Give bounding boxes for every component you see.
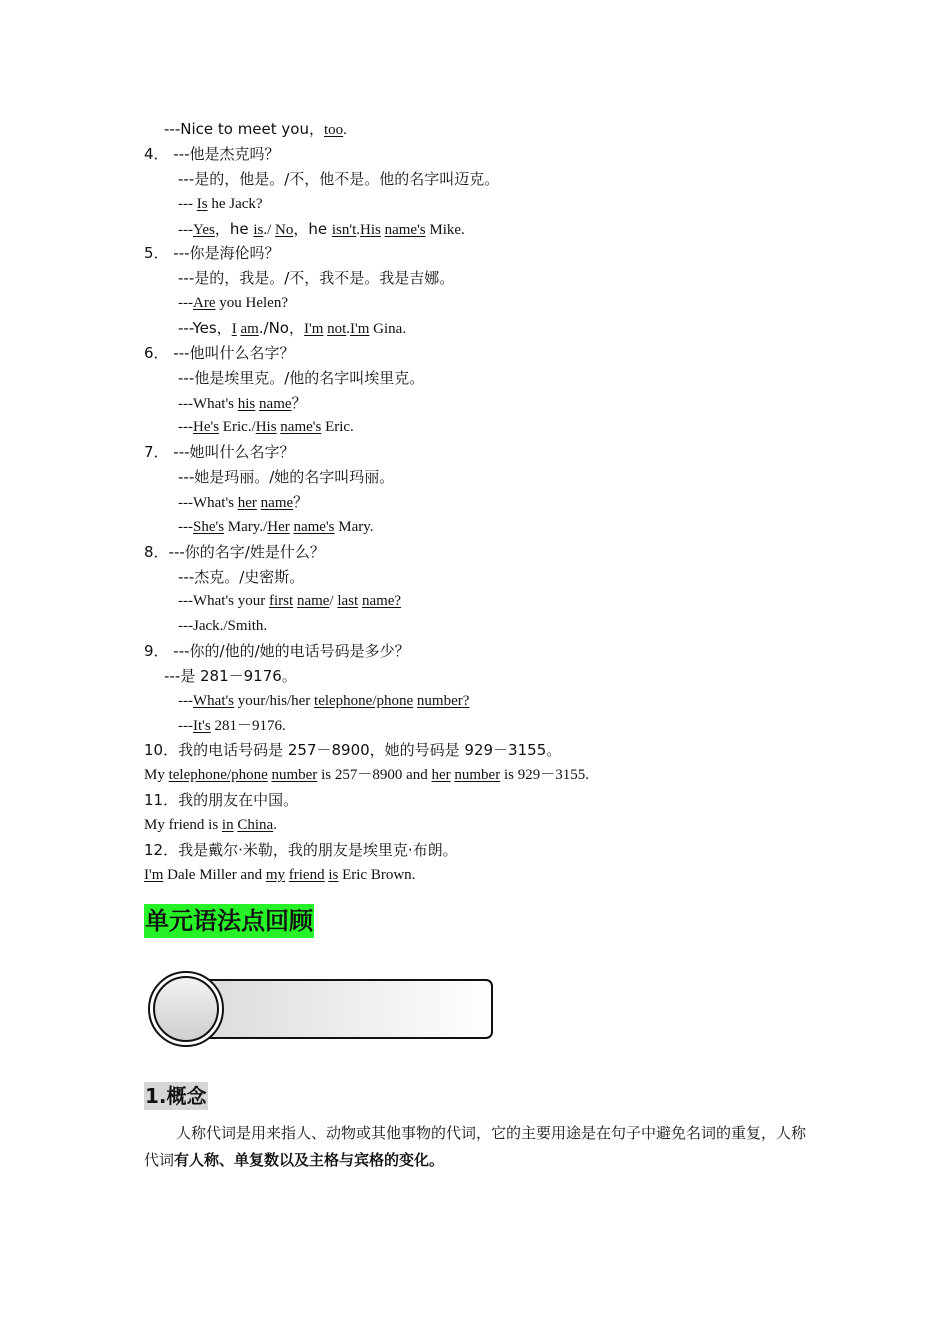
line-text: Eric. <box>321 419 354 435</box>
line-text: --- <box>178 693 193 709</box>
line-text: --- <box>178 196 197 212</box>
underlined-answer: my <box>265 867 286 883</box>
text-line <box>178 492 308 513</box>
line-text: ---他是埃里克。/他的名字叫埃里克。 <box>178 369 425 387</box>
underlined-answer: He's <box>193 419 220 435</box>
line-text: ---是的，他是。/不，他不是。他的名字叫迈克。 <box>178 170 500 188</box>
line-text: --- <box>178 519 193 535</box>
underlined-answer: is <box>253 222 264 238</box>
underlined-answer: Her <box>267 519 290 535</box>
underlined-answer: Are <box>193 295 216 311</box>
underlined-answer: isn't <box>331 222 357 238</box>
underlined-answer: China <box>237 817 274 833</box>
line-text: . <box>273 817 277 833</box>
line-text: 11．我的朋友在中国。 <box>144 791 299 809</box>
line-text: My <box>144 767 169 783</box>
text-line <box>144 790 298 811</box>
line-text: --- <box>178 718 193 734</box>
line-text: ---What's <box>178 495 238 511</box>
underlined-answer: name <box>260 495 294 511</box>
underlined-answer: Is <box>196 196 208 212</box>
concept-paragraph <box>144 1120 814 1174</box>
text-line <box>178 616 267 636</box>
line-text: 12．我是戴尔·米勒，我的朋友是埃里克·布朗。 <box>144 841 458 859</box>
text-line <box>178 567 304 588</box>
underlined-answer: She's <box>193 519 225 535</box>
text-line <box>178 194 263 214</box>
line-text: 6． ---他叫什么名字？ <box>144 344 295 362</box>
line-text: Dale Miller and <box>163 867 266 883</box>
line-text: . <box>356 222 361 238</box>
line-text: ./No， <box>258 319 304 337</box>
text-line <box>178 591 401 611</box>
line-text: ./ <box>263 222 276 238</box>
line-text: Gina. <box>369 321 407 337</box>
text-line <box>178 417 354 437</box>
underlined-answer: name <box>296 593 330 609</box>
underlined-answer: is <box>328 867 339 883</box>
subheading: 1.概念 <box>145 1084 207 1108</box>
section-heading: 单元语法点回顾 <box>144 904 314 938</box>
underlined-answer: first <box>269 593 294 609</box>
text-line <box>144 840 458 861</box>
line-text: --- <box>178 419 193 435</box>
underlined-answer: name's <box>384 222 426 238</box>
text-line <box>144 765 589 785</box>
line-text: is 929－3155. <box>500 767 589 783</box>
text-line <box>144 442 295 463</box>
underlined-answer: number <box>271 767 318 783</box>
text-line <box>144 243 280 264</box>
underlined-answer: name's <box>293 519 335 535</box>
text-line <box>144 542 325 563</box>
underlined-answer: her <box>431 767 451 783</box>
underlined-answer: I'm <box>350 321 370 337</box>
line-text: ---Nice to meet you， <box>164 120 324 138</box>
line-text: he Jack? <box>207 196 263 212</box>
underlined-answer: telephone/phone <box>314 693 414 709</box>
underlined-answer: telephone/phone <box>168 767 268 783</box>
text-line <box>178 467 394 488</box>
underlined-answer: number? <box>416 693 470 709</box>
underlined-answer: his <box>237 396 256 412</box>
line-text: is 257－8900 and <box>317 767 432 783</box>
underlined-answer: name's <box>280 419 322 435</box>
text-line <box>144 343 295 364</box>
line-text: ？ <box>293 493 309 511</box>
underlined-answer: in <box>221 817 234 833</box>
line-text: / <box>329 593 338 609</box>
text-line <box>164 666 297 687</box>
line-text: you Helen? <box>215 295 288 311</box>
line-text: ---What's your <box>178 593 270 609</box>
text-line <box>144 740 561 761</box>
line-text: Eric./ <box>219 419 256 435</box>
underlined-answer: name <box>259 396 292 412</box>
text-line <box>178 517 374 537</box>
line-text: ，he <box>214 220 254 238</box>
line-text: ？ <box>291 394 307 412</box>
line-text: --- <box>178 295 193 311</box>
paragraph-text: 人称代词是用来指人、动物或其他事物的代词，它的主要用途是在句子中避免名词的重复，人称代词 <box>144 1124 807 1169</box>
underlined-answer: her <box>237 495 257 511</box>
text-line <box>178 219 465 240</box>
underlined-answer: I'm <box>304 321 324 337</box>
underlined-answer: name? <box>361 593 402 609</box>
line-text: 281－9176. <box>210 718 286 734</box>
text-line <box>178 169 499 190</box>
line-text: ---她是玛丽。/她的名字叫玛丽。 <box>178 468 395 486</box>
underlined-answer: His <box>360 222 381 238</box>
text-line <box>178 368 424 389</box>
underlined-answer: too <box>323 122 344 138</box>
line-text: ，he <box>293 220 332 238</box>
line-text: My friend is <box>144 817 222 833</box>
text-line <box>144 144 280 165</box>
underlined-answer: number <box>454 767 501 783</box>
underlined-answer: am <box>240 321 259 337</box>
line-text: 10．我的电话号码是 257－8900，她的号码是 929－3155。 <box>144 741 562 759</box>
line-text: . <box>346 321 351 337</box>
text-line <box>178 293 288 313</box>
text-line <box>144 865 415 885</box>
line-text: 9． ---你的/他的/她的电话号码是多少？ <box>144 642 410 660</box>
text-line <box>178 393 307 414</box>
line-text: Mike. <box>425 222 465 238</box>
line-text: --- <box>178 222 193 238</box>
paragraph-bold-text: 有人称、单复数以及主格与宾格的变化。 <box>174 1151 445 1169</box>
underlined-answer: It's <box>193 718 211 734</box>
underlined-answer: No <box>275 222 294 238</box>
text-line <box>178 716 286 736</box>
line-text: ---杰克。/史密斯。 <box>178 568 305 586</box>
line-text: your/his/her <box>234 693 315 709</box>
line-text: 4． ---他是杰克吗？ <box>144 145 280 163</box>
line-text: . <box>343 122 347 138</box>
line-text: ---Yes， <box>178 319 232 337</box>
decorative-banner <box>148 970 498 1055</box>
text-line <box>178 691 469 711</box>
underlined-answer: I <box>231 321 237 337</box>
text-line <box>144 815 277 835</box>
line-text: ---是的，我是。/不，我不是。我是吉娜。 <box>178 269 455 287</box>
underlined-answer: not <box>327 321 347 337</box>
underlined-answer: His <box>255 419 277 435</box>
underlined-answer: I'm <box>144 867 164 883</box>
line-text: 8．---你的名字/姓是什么？ <box>144 543 325 561</box>
underlined-answer: Yes <box>193 222 215 238</box>
line-text: ---Jack./Smith. <box>178 618 268 634</box>
underlined-answer: friend <box>288 867 325 883</box>
line-text: 5． ---你是海伦吗？ <box>144 244 280 262</box>
text-line <box>178 318 406 339</box>
line-text: Eric Brown. <box>338 867 416 883</box>
line-text: Mary. <box>334 519 374 535</box>
text-line <box>144 641 410 662</box>
text-line <box>178 268 454 289</box>
line-text: ---是 281－9176。 <box>164 667 297 685</box>
line-text: Mary./ <box>224 519 268 535</box>
underlined-answer: last <box>337 593 359 609</box>
line-text: 7． ---她叫什么名字？ <box>144 443 295 461</box>
text-line <box>164 119 347 140</box>
underlined-answer: What's <box>193 693 235 709</box>
line-text: ---What's <box>178 396 238 412</box>
